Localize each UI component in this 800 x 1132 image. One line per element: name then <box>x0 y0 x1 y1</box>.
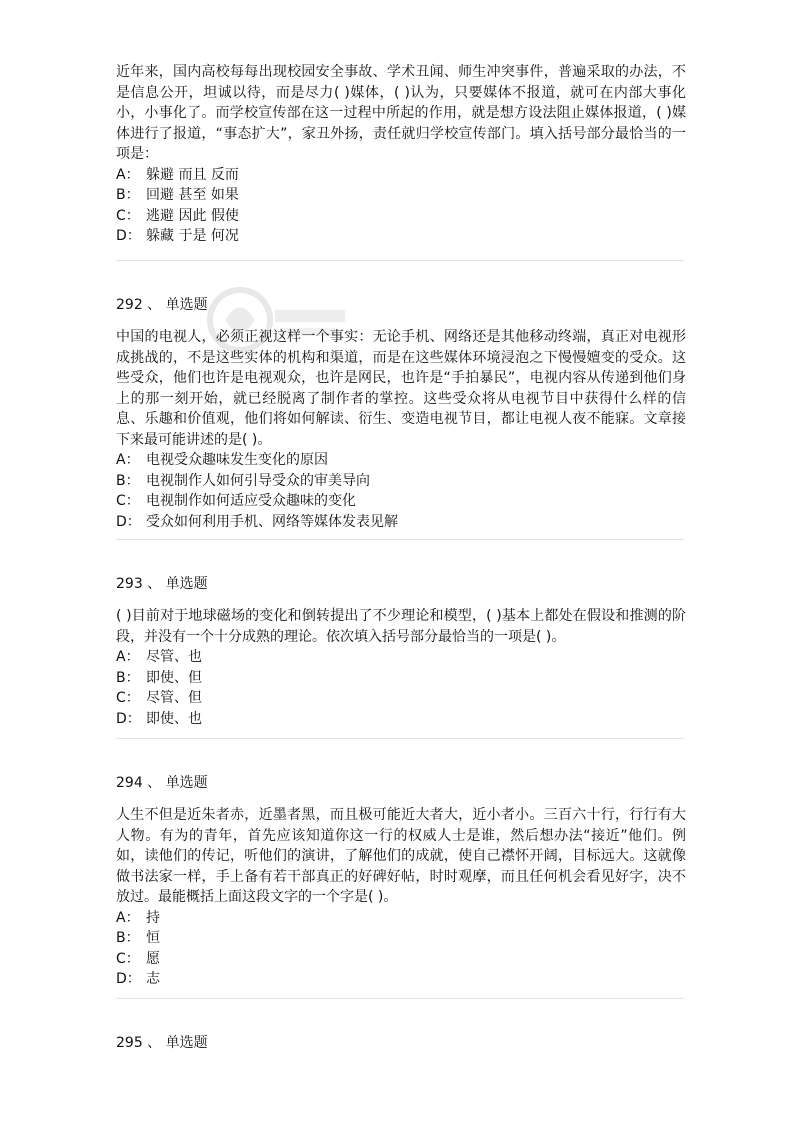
option-d: D： 躲藏 于是 何况 <box>116 228 239 244</box>
option-c: C： 电视制作如何适应受众趣味的变化 <box>116 493 356 509</box>
question-stem: 近年来，国内高校每每出现校园安全事故、学术丑闻、师生冲突事件，普遍采取的办法，不是信息公开，坦诚以待，而是尽力( )媒体，( )认为，只要媒体不报道，就可在内部大事化小，小事化了。而学校宣传部在这一过程中所起的作用，就是想方设法阻止媒体报道，( )媒体进行了报道，“事态扩大”，家丑外扬，责任就归学校宣传部门。填入括号部分最恰当的一项是： <box>116 64 686 162</box>
option-d: D： 受众如何利用手机、网络等媒体发表见解 <box>116 513 398 530</box>
option-c: C： 愿 <box>116 950 160 967</box>
question-stem: 中国的电视人，必须正视这样一个事实：无论手机、网络还是其他移动终端，真正对电视形成挑战的，不是这些实体的机构和渠道，而是在这些媒体环境浸泡之下慢慢嬗变的受众。这些受众，他们也许是电视观众，也许是网民，也许是“手拍暴民”，电视内容从传递到他们身上的那一刻开始，就已经脱离了制作者的掌控。这些受众将从电视节目中获得什么样的信息、乐趣和价值观，他们将如何解读、衍生、变造电视节目，都让电视人夜不能寐。文章接下来最可能讲述的是( )。 <box>116 329 686 448</box>
option-a: A： 电视受众趣味发生变化的原因 <box>116 452 328 468</box>
question-stem: 人生不但是近朱者赤，近墨者黑，而且极可能近大者大，近小者小。三百六十行，行行有大人物。有为的青年，首先应该知道你这一行的权威人士是谁，然后想办法“接近”他们。例如，读他们的传记，听他们的演讲，了解他们的成就，使自己襟怀开阔，目标远大。这就像做书法家一样，手上备有若干部真正的好碑好帖，时时观摩，而且任何机会看见好字，决不放过。最能概括上面这段文字的一个字是( )。 <box>116 807 686 905</box>
option-c: C： 尽管、但 <box>116 690 202 706</box>
question-292 <box>116 295 686 532</box>
question-291 <box>116 62 686 247</box>
option-b: B： 恒 <box>116 930 160 946</box>
option-b: B： 即使、但 <box>116 669 202 686</box>
option-a: A： 持 <box>116 909 160 926</box>
option-a: A： 躲避 而且 反而 <box>116 166 239 183</box>
question-293 <box>116 574 686 729</box>
option-c: C： 逃避 因此 假使 <box>116 207 239 224</box>
question-294 <box>116 773 686 990</box>
question-heading: 294 、 单选题 <box>116 775 208 791</box>
question-heading: 292 、 单选题 <box>116 297 208 313</box>
option-d: D： 志 <box>116 971 160 987</box>
option-a: A： 尽管、也 <box>116 649 202 665</box>
divider <box>116 998 684 999</box>
option-b: B： 电视制作人如何引导受众的审美导向 <box>116 472 370 489</box>
question-295 <box>116 1033 686 1065</box>
divider <box>116 260 684 261</box>
option-d: D： 即使、也 <box>116 710 202 727</box>
question-stem: ( )目前对于地球磁场的变化和倒转提出了不少理论和模型，( )基本上都处在假设和推测的阶段，并没有一个十分成熟的理论。依次填入括号部分最恰当的一项是( )。 <box>116 608 686 645</box>
divider <box>116 738 684 739</box>
option-b: B： 回避 甚至 如果 <box>116 187 239 203</box>
question-heading: 295 、 单选题 <box>116 1035 208 1051</box>
divider <box>116 539 684 540</box>
question-heading: 293 、 单选题 <box>116 576 208 592</box>
